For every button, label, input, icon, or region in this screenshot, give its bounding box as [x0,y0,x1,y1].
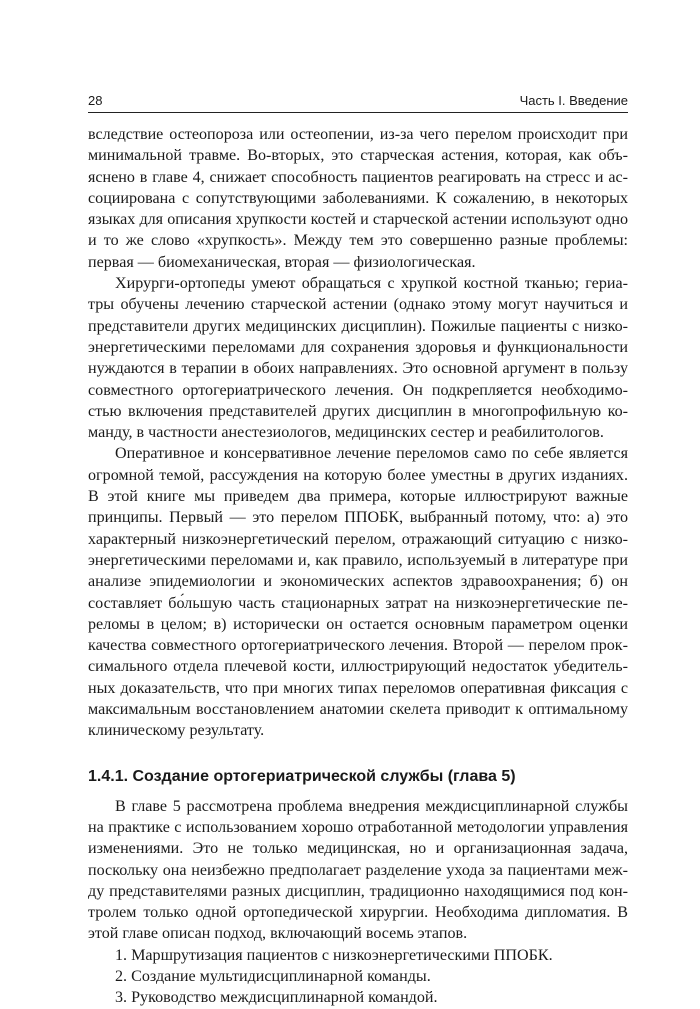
header-rule [88,112,628,113]
list-item: 3. Руководство междисциплинарной командой. [115,989,438,1007]
page-header [88,91,628,113]
section-heading: 1.4.1. Создание ортогериатрической службы (глава 5) [88,767,516,785]
paragraph-orthopedic-surgeons: Хирурги-ортопеды умеют обращаться с хрупкой костной тканью; гериатры обучены лечению старческой астении (однако этому могут научиться и представители других медицинских дисциплин). Пожилые пациенты с низкоэнергетическими переломами для сохранения здоровья и функциональности нуждаются в терапии в обоих направлениях. Это основной аргумент в пользу совместного ортогериатрического лечения. Он подкрепляется необходимостью включения представителей других дисциплин в многопрофильную команду, в частности анестезиологов, медицинских сестер и реабилитологов. [88,275,628,442]
running-title: Часть I. Введение [519,93,628,108]
list-item: 1. Маршрутизация пациентов с низкоэнергетическими ППОБК. [115,946,553,964]
paragraph-fracture-treatment: Оперативное и консервативное лечение переломов само по себе является огромной темой, рассуждения на которую более уместны в других изданиях. В этой книге мы приведем два примера, которые иллюстрируют важные принципы. Первый — это перелом ППОБК, выбранный потому, что: а) это характерный низкоэнергетический перелом, отражающий ситуацию с низкоэнергетическими переломами и, как правило, используемый в литературе при анализе эпидемиологии и экономических аспектов здравоохранения; б) он составляет бо́льшую часть стационарных затрат на низкоэнергетические переломы в целом; в) исторически он остается основным параметром оценки качества совместного ортогериатрического лечения. Второй — перелом проксимального отдела плечевой кости, иллюстрирующий недостаток убедительных доказательств, что при многих типах переломов оперативная фиксация с максимальным восстановлением анатомии скелета приводит к оптимальному клиническому результату. [88,445,628,740]
steps-list [88,945,628,1009]
list-item: 2. Создание мультидисциплинарной команды. [115,967,431,985]
page-number: 28 [88,93,103,108]
page-body [88,124,628,1009]
paragraph-chapter-5: В главе 5 рассмотрена проблема внедрения междисциплинарной службы на практике с использованием хорошо отработанной методологии управления изменениями. Это не только медицинская, но и организационная задача, поскольку она неизбежно предполагает разделение ухода за пациентами между представителями разных дисциплин, традиционно находящимися под контролем только одной ортопедической хирургии. Необходима дипломатия. В этой главе описан подход, включающий восемь этапов. [88,797,628,943]
paragraph-continuation: вследствие остеопороза или остеопении, из-за чего перелом происходит при минимальной травме. Во-вторых, это старческая астения, которая, как объяснено в главе 4, снижает способность пациентов реагировать на стресс и ассоциирована с сопутствующими заболеваниями. К сожалению, в некоторых языках для описания хрупкости костей и старческой астении используют одно и то же слово «хрупкость». Между тем это совершенно разные проблемы: первая — биомеханическая, вторая — физиологическая. [88,126,628,271]
